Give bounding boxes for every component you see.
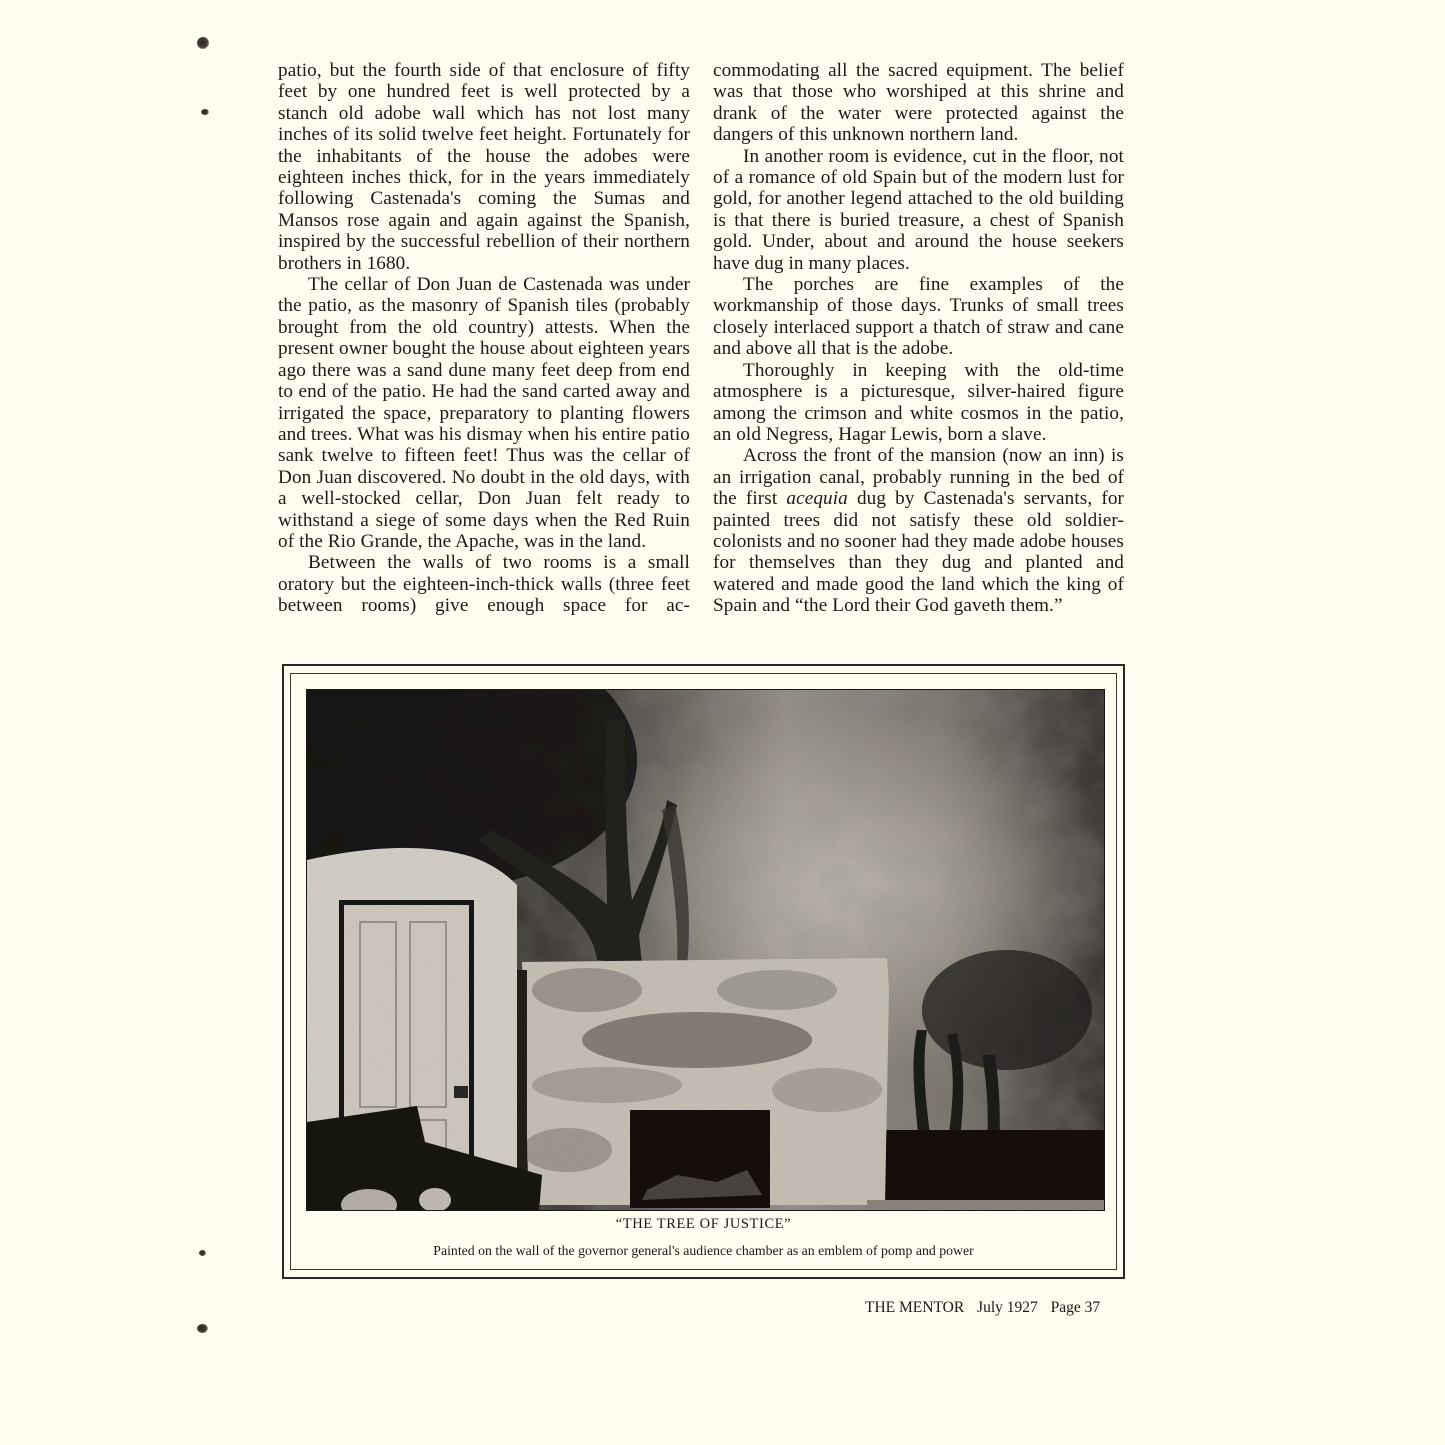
paragraph: In another room is evidence, cut in the floor, not of a romance of old Spain but of the modern lust for gold, for another legend attached to the old building is that there is buried treasure, a chest of Spanish gold. Under, about and around the house seekers have dug in many places. — [713, 145, 1124, 274]
photo-illustration — [307, 690, 1105, 1211]
page-footer — [865, 1299, 1109, 1317]
binder-hole-mark — [197, 37, 209, 49]
paragraph: The cellar of Don Juan de Castenada was under the patio, as the masonry of Spanish tiles (probably brought from the old country) attests. When the present owner bought the house about eighteen years ago there was a sand dune many feet deep from end to end of the patio. He had the sand carted away and irrigated the space, preparatory to planting flowers and trees. What was his dismay when his entire patio sank twelve to fifteen feet! Thus was the cellar of Don Juan discovered. No doubt in the old days, with a well-stocked cellar, Don Juan felt ready to withstand a siege of some days when the Red Ruin of the Rio Grande, the Apache, was in the land. — [278, 274, 690, 552]
figure-caption-text: Painted on the wall of the governor general's audience chamber as an emblem of pomp and power — [433, 1243, 974, 1258]
paragraph: commodating all the sacred equipment. The belief was that those who worshiped at this shrine and drank of the water were protected against the dangers of this unknown northern land. — [713, 60, 1124, 146]
issue-date: July 1927 — [977, 1299, 1038, 1316]
right-text-column — [713, 60, 1124, 617]
paragraph-text: dug by Castenada's servants, for painted trees did not satisfy these old soldier-colonists and no sooner had they made adobe houses for themselves than they dug and planted and watered and made good the land which the king of Spain and “the Lord their God gaveth them.” — [713, 488, 1124, 617]
page-number: Page 37 — [1050, 1299, 1101, 1316]
binder-hole-mark — [199, 1250, 206, 1256]
paragraph: Thoroughly in keeping with the old-time atmosphere is a picturesque, silver-haired figure among the crimson and white cosmos in the patio, an old Negress, Hagar Lewis, born a slave. — [713, 359, 1124, 445]
binder-hole-mark — [201, 109, 209, 115]
paragraph: The porches are fine examples of the workmanship of those days. Trunks of small trees closely interlaced support a thatch of straw and cane and above all that is the adobe. — [713, 274, 1124, 360]
left-text-column — [278, 60, 690, 617]
publication-name: THE MENTOR — [865, 1299, 965, 1316]
paragraph-text: Across the front of the mansion (now an inn) is an irrigation canal, probably running in the bed of the first — [713, 445, 1124, 510]
italic-term: acequia — [786, 488, 848, 510]
paragraph: Between the walls of two rooms is a small oratory but the eighteen-inch-thick walls (three feet between rooms) give enough space for ac- — [278, 552, 690, 617]
photograph-tree-of-justice — [306, 689, 1105, 1211]
binder-hole-mark — [197, 1324, 208, 1333]
paragraph — [713, 445, 1124, 616]
figure-caption-title: “THE TREE OF JUSTICE” — [615, 1216, 792, 1232]
paragraph: patio, but the fourth side of that enclosure of fifty feet by one hundred feet is well protected by a stanch old adobe wall which has not lost many inches of its solid twelve feet height. Fortunately for the inhabitants of the house the adobes were eighteen inches thick, for in the years immediately following Castenada's coming the Sumas and Mansos rose again and again against the Spanish, inspired by the successful rebellion of their northern brothers in 1680. — [278, 60, 690, 274]
